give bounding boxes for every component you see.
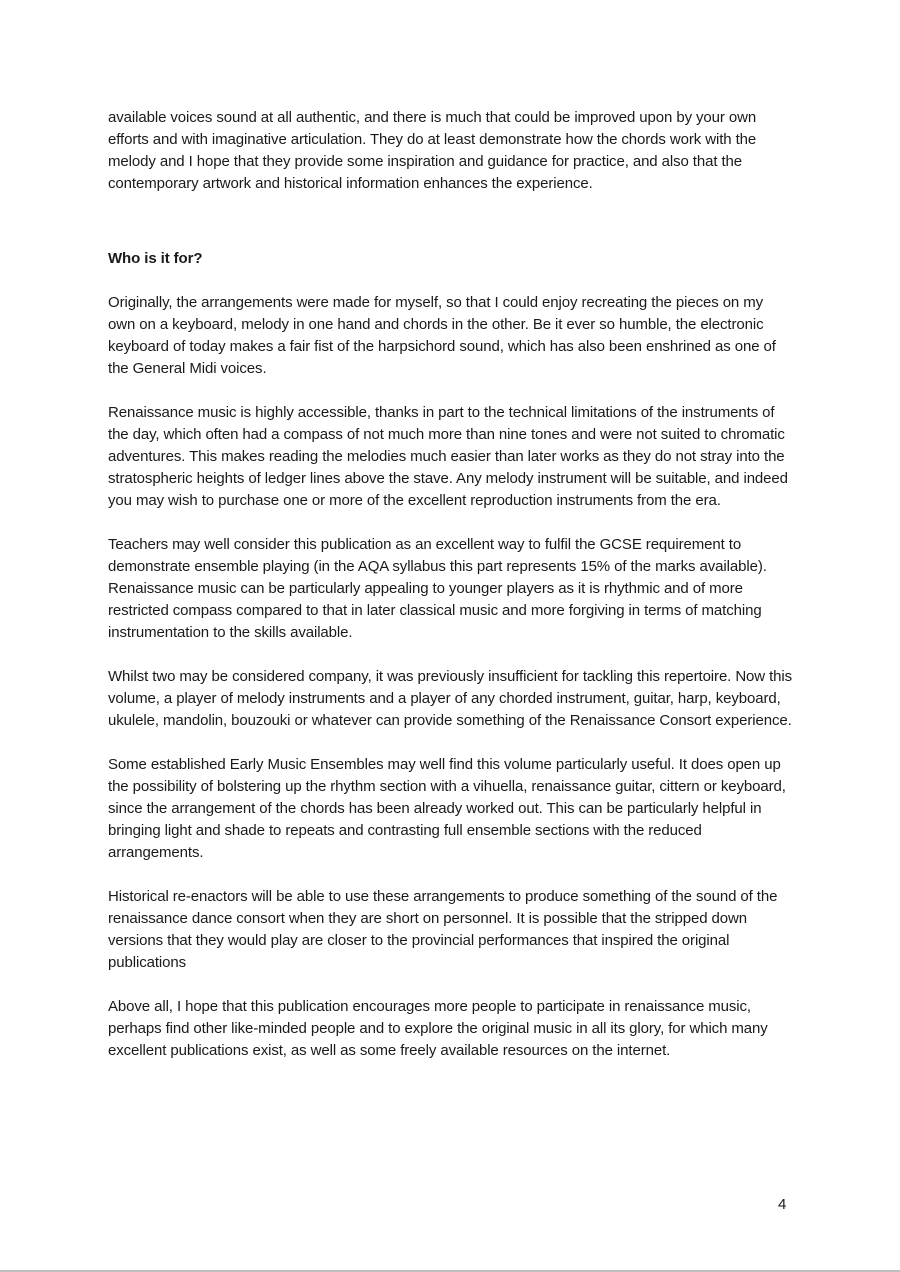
page-body	[108, 107, 793, 1084]
body-paragraph: Teachers may well consider this publication as an excellent way to fulfil the GCSE requirement to demonstrate ensemble playing (in the AQA syllabus this part represents 15% of the marks available). Renaissance music can be particularly appealing to younger players as it is rhythmic and of more restricted compass compared to that in later classical music and more forgiving in terms of matching instrumentation to the skills available.	[108, 536, 767, 641]
body-paragraph: Some established Early Music Ensembles may well find this volume particularly useful. It does open up the possibility of bolstering up the rhythm section with a vihuella, renaissance guitar, cittern or keyboard, since the arrangement of the chords has been already worked out. This can be particularly helpful in bringing light and shade to repeats and contrasting full ensemble sections with the reduced arrangements.	[108, 756, 786, 861]
page-number: 4	[778, 1196, 787, 1213]
body-paragraph: Renaissance music is highly accessible, thanks in part to the technical limitations of the instruments of the day, which often had a compass of not much more than nine tones and were not suited to chromatic adventures. This makes reading the melodies much easier than later works as they do not stray into the stratospheric heights of ledger lines above the stave. Any melody instrument will be suitable, and indeed you may wish to purchase one or more of the excellent reproduction instruments from the era.	[108, 404, 788, 509]
body-paragraph: Historical re-enactors will be able to use these arrangements to produce something of the sound of the renaissance dance consort when they are short on personnel. It is possible that the stripped down versions that they would play are closer to the provincial performances that inspired the original publications	[108, 888, 778, 971]
body-paragraph: Above all, I hope that this publication encourages more people to participate in renaissance music, perhaps find other like-minded people and to explore the original music in all its glory, for which many excellent publications exist, as well as some freely available resources on the internet.	[108, 998, 768, 1059]
body-paragraph: Whilst two may be considered company, it was previously insufficient for tackling this repertoire. Now this volume, a player of melody instruments and a player of any chorded instrument, guitar, harp, keyboard, ukulele, mandolin, bouzouki or whatever can provide something of the Renaissance Consort experience.	[108, 668, 793, 729]
body-paragraph: Originally, the arrangements were made for myself, so that I could enjoy recreating the pieces on my own on a keyboard, melody in one hand and chords in the other. Be it ever so humble, the electronic keyboard of today makes a fair fist of the harpsichord sound, which has also been enshrined as one of the General Midi voices.	[108, 294, 776, 377]
section-heading: Who is it for?	[108, 250, 203, 267]
intro-paragraph: available voices sound at all authentic, and there is much that could be improved upon by your own efforts and with imaginative articulation. They do at least demonstrate how the chords work with the melody and I hope that they provide some inspiration and guidance for practice, and also that the contemporary artwork and historical information enhances the experience.	[108, 109, 757, 192]
